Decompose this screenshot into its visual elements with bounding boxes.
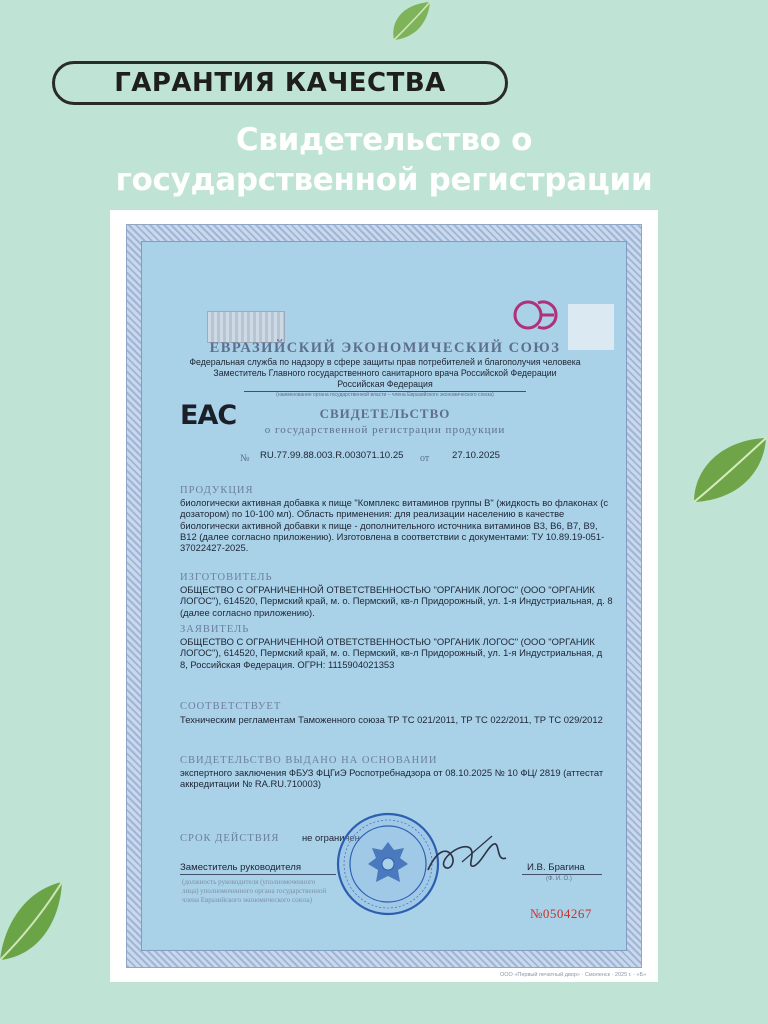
union-title: ЕВРАЗИЙСКИЙ ЭКОНОМИЧЕСКИЙ СОЮЗ — [209, 340, 561, 356]
page-title-line-1: Свидетельство о — [235, 122, 533, 158]
document-subtitle: о государственной регистрации продукции — [264, 424, 506, 436]
manufacturer-text: ОБЩЕСТВО С ОГРАНИЧЕННОЙ ОТВЕТСТВЕННОСТЬЮ "ОРГАНИК ЛОГОС" (ООО "ОРГАНИК ЛОГОС"), 614520, Пермский край, м. о. Пермский, кв-л Придорожный, ул. 1-я Индустриальная, д. 8 (далее согласно приложению). — [180, 584, 613, 618]
basis-label: СВИДЕТЕЛЬСТВО ВЫДАНО НА ОСНОВАНИИ — [180, 755, 438, 766]
leaf-right-icon — [688, 432, 768, 508]
leaf-top-icon — [386, 0, 436, 42]
registration-date: 27.10.2025 — [452, 450, 501, 461]
registration-number: RU.77.99.88.003.R.003071.10.25 — [260, 450, 404, 461]
number-prefix: № — [240, 453, 250, 464]
quality-guarantee-badge: ГАРАНТИЯ КАЧЕСТВА — [52, 61, 508, 105]
agency-line-2: Заместитель Главного государственного санитарного врача Российской Федерации — [213, 368, 557, 378]
union-logo-icon — [512, 298, 560, 332]
name-underline — [522, 874, 602, 875]
date-prefix: от — [420, 453, 430, 464]
serial-number: №0504267 — [530, 906, 592, 921]
signer-initials-caption: (Ф. И. О.) — [546, 876, 572, 882]
product-label: ПРОДУКЦИЯ — [180, 485, 254, 496]
agency-line-1: Федеральная служба по надзору в сфере защиты прав потребителей и благополучия человека — [189, 357, 581, 367]
applicant-text: ОБЩЕСТВО С ОГРАНИЧЕННОЙ ОТВЕТСТВЕННОСТЬЮ "ОРГАНИК ЛОГОС" (ООО "ОРГАНИК ЛОГОС"), 614520, Пермский край, м. о. Пермский, кв-л Придорожный, ул. 1-я Индустриальная, д 8, Российская Федерация. ОГРН: 1115904021353 — [180, 636, 603, 670]
page-title-line-2: государственной регистрации — [115, 162, 653, 198]
validity-label: СРОК ДЕЙСТВИЯ — [180, 833, 280, 844]
role-caption: (должность руководителя (уполномоченного лица) уполномоченного органа государственной члена Евразийского экономического союза) — [182, 878, 327, 904]
page-title — [0, 120, 768, 200]
signature-icon — [422, 832, 512, 882]
eac-mark: EAC — [180, 400, 237, 431]
product-text: биологически активная добавка к пище "Комплекс витаминов группы В" (жидкость во флаконах (с дозатором) по 10-100 мл). Область применения: для реализации населению в качестве биологически активной добавки к пище - дополнительного источника витаминов В3, В6, В7, В9, В12 (далее согласно приложению). Изготовлена в соответствии с документами: ТУ 10.89.19-051- 37022427-2025. — [180, 497, 609, 554]
agency-line-3: Российская Федерация — [337, 379, 433, 389]
role-underline — [180, 874, 336, 875]
certificate-card — [110, 210, 658, 982]
printer-footer: ООО «Первый печатный двор» · Смоленск · 2025 г. · «Б» — [500, 972, 647, 978]
document-title: СВИДЕТЕЛЬСТВО — [319, 406, 451, 421]
signer-role: Заместитель руководителя — [180, 862, 302, 873]
validity-value: не ограничен — [302, 832, 360, 843]
basis-text: экспертного заключения ФБУЗ ФЦГиЭ Роспотребнадзора от 08.10.2025 № 10 ФЦ/ 2819 (аттестат аккредитации № RA.RU.710003) — [180, 767, 604, 790]
certificate-border — [126, 224, 642, 968]
signer-name: И.В. Брагина — [527, 862, 585, 873]
complies-label: СООТВЕТСТВУЕТ — [180, 701, 282, 712]
leaf-left-icon — [0, 878, 66, 966]
hologram-sticker — [207, 311, 285, 343]
applicant-label: ЗАЯВИТЕЛЬ — [180, 624, 250, 635]
certificate-body — [141, 241, 627, 951]
manufacturer-label: ИЗГОТОВИТЕЛЬ — [180, 572, 273, 583]
agency-caption: (наименование органа государственной власти – члена Евразийского экономического союза) — [276, 392, 494, 398]
complies-text: Техническим регламентам Таможенного союза ТР ТС 021/2011, ТР ТС 022/2011, ТР ТС 029/2012 — [180, 714, 603, 725]
